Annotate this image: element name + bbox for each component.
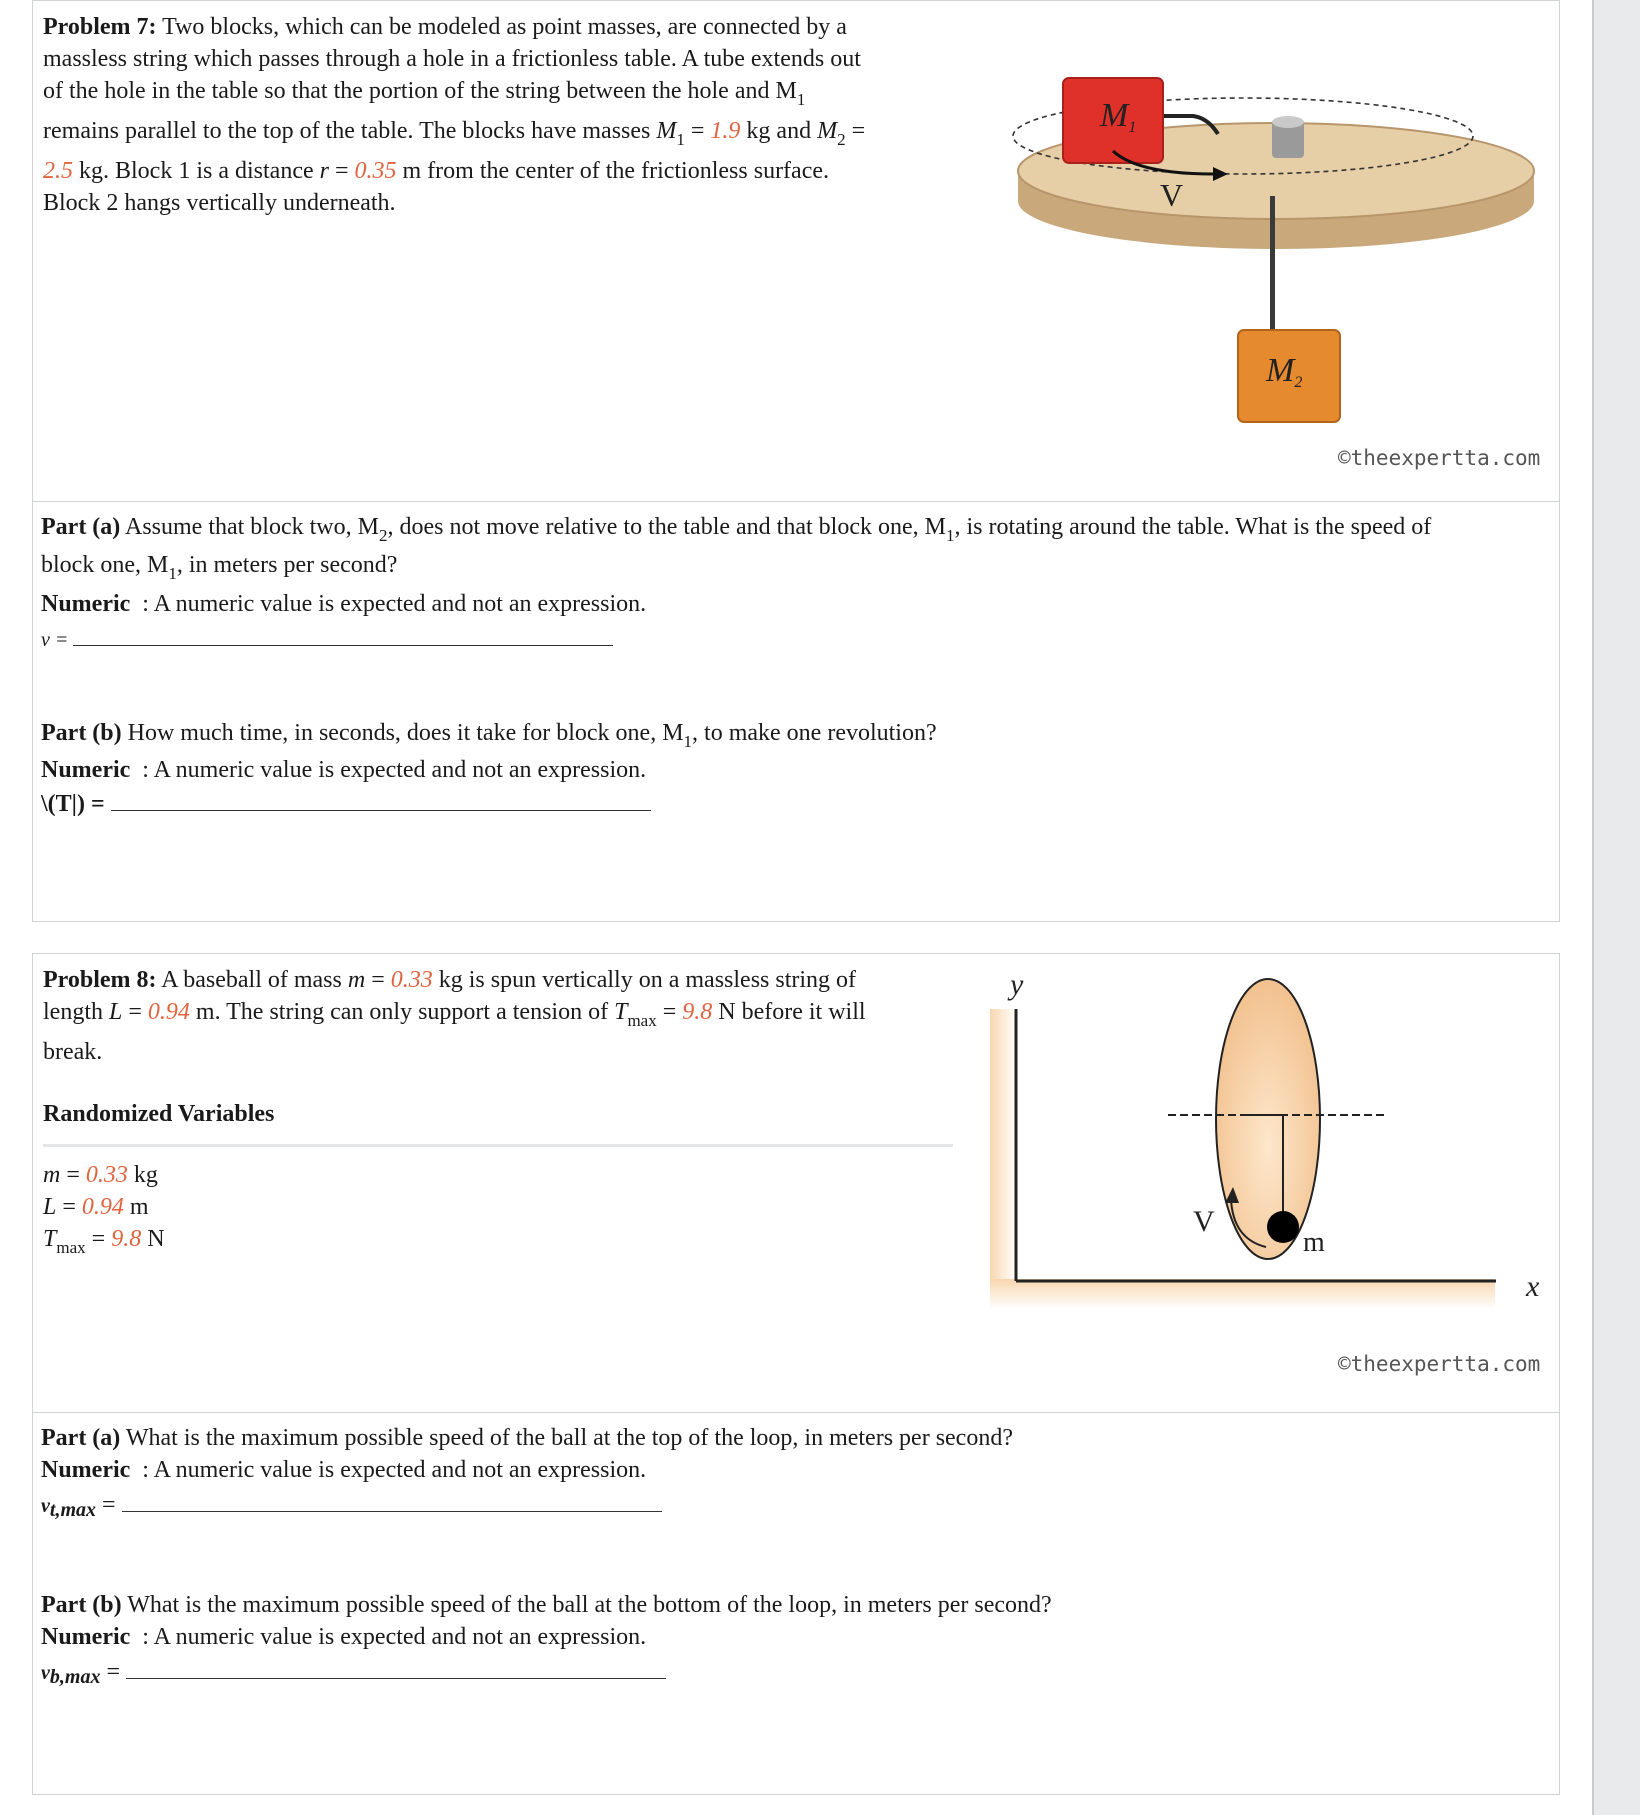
mass-label: m <box>1303 1227 1325 1258</box>
p7-part-b-numeric: Numeric : A numeric value is expected and not an expression. <box>41 757 647 783</box>
right-scroll-gutter <box>1592 0 1640 1815</box>
p7-part-b-input[interactable] <box>111 788 651 811</box>
velocity-label: V <box>1160 177 1184 213</box>
block2-label: M2 <box>1266 352 1303 391</box>
problem-8-statement: Problem 8: A baseball of mass m = 0.33 kg is spun vertically on a massless string of length L = 0.94 m. The string can only support a tension of $T_{max} = 9.8$ N before it will break. <box>43 967 866 1065</box>
p8-part-a-answer: vt,max = <box>41 1489 662 1522</box>
problem-8-card <box>32 953 1560 1795</box>
problem-7-label: Problem 7: <box>43 14 157 40</box>
p8-part-b-input[interactable] <box>126 1656 666 1679</box>
p8-part-b-numeric: Numeric : A numeric value is expected and not an expression. <box>41 1624 647 1650</box>
tension-value: 9.8 <box>682 999 713 1025</box>
p7-part-a-numeric: Numeric : A numeric value is expected and not an expression. <box>41 591 647 617</box>
velocity-label-8: V <box>1193 1205 1215 1238</box>
y-axis-label: y <box>1010 968 1024 1001</box>
p7-part-a-answer: v = <box>41 623 613 656</box>
x-axis-label: x <box>1526 1270 1540 1303</box>
copyright-7: ©theexpertta.com <box>1338 446 1541 470</box>
p8-part-b-answer: vb,max = <box>41 1656 666 1689</box>
length-value: 0.94 <box>147 999 190 1025</box>
m2-value: 2.5 <box>43 158 73 184</box>
p7-part-a-question: Part (a) Assume that block two, $M_2$, does not move relative to the table and that block one, $M_1$, is rotating around the table. What is the speed of <box>41 514 1432 545</box>
block1-label: M1 <box>1100 97 1137 136</box>
problem-7-statement: Problem 7: Two blocks, which can be modeled as point masses, are connected by a massless string which passes through a hole in a frictionless table. A tube extends out of the hole in the table so that the portion of the string between the hole and $M_1$ remains parallel to the top of the table. The blocks have masses $M_1 = 1.9$ kg and $M_2$ = 2.5 kg. Block 1 is a distance r = 0.35 m from the center of the frictionless surface. Block 2 hangs vertically underneath. <box>43 14 866 216</box>
problem-7-card <box>32 0 1560 922</box>
mass-value: 0.33 <box>390 967 433 993</box>
m1-value: 1.9 <box>710 118 741 144</box>
randomized-variables-list: m = 0.33 kg L = 0.94 m $T_{max} = 9.8$ N <box>43 1162 165 1257</box>
p7-part-a-input[interactable] <box>73 623 613 646</box>
r-value: 0.35 <box>354 158 397 184</box>
p8-part-a-question: Part (a) What is the maximum possible speed of the ball at the top of the loop, in meters per second? <box>41 1425 1013 1451</box>
randomized-variables-heading: Randomized Variables <box>43 1101 275 1127</box>
p8-part-a-numeric: Numeric : A numeric value is expected and not an expression. <box>41 1457 647 1483</box>
p8-part-a-input[interactable] <box>122 1489 662 1512</box>
problem-8-label: Problem 8: <box>43 967 157 993</box>
p7-part-b-answer: \(T|) = <box>41 788 651 820</box>
vertical-loop-figure <box>988 959 1548 1354</box>
rotating-table-figure <box>988 56 1558 436</box>
p7-part-a-question-cont: block one, $M_1$, in meters per second? <box>41 552 398 583</box>
copyright-8: ©theexpertta.com <box>1338 1352 1541 1376</box>
p8-part-b-question: Part (b) What is the maximum possible speed of the ball at the bottom of the loop, in meters per second? <box>41 1592 1052 1618</box>
p7-part-b-question: Part (b) How much time, in seconds, does it take for block one, $M_1$, to make one revolution? <box>41 720 937 751</box>
